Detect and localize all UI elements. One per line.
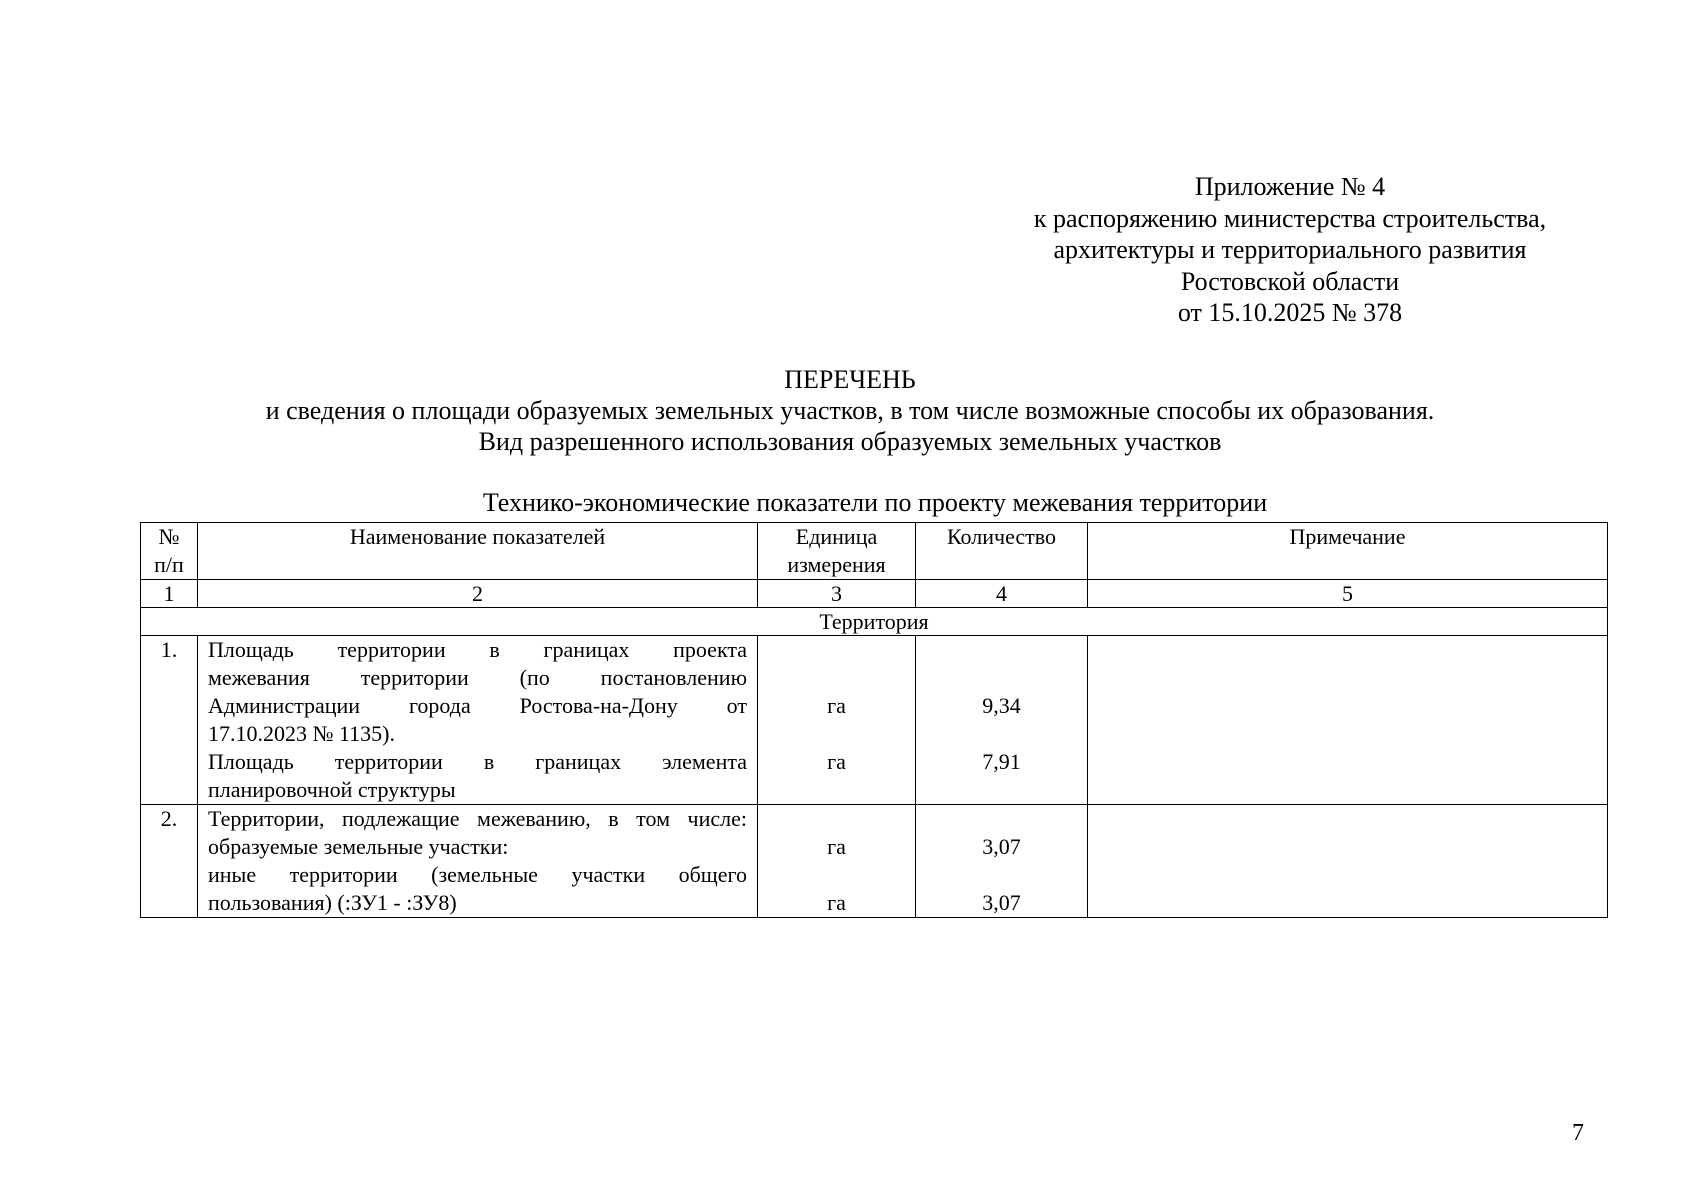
unit-value: га [827,890,846,915]
row-name-line: 17.10.2023 № 1135). [208,721,395,746]
row-name-line: Площадь территории в границах элемента [208,749,747,774]
row-name-line: пользования) (:ЗУ1 - :ЗУ8) [208,890,457,915]
header-qty: Количество [916,523,1088,580]
row-unit [758,805,916,918]
header-note: Примечание [1088,523,1608,580]
row-name-line: образуемые земельные участки: [208,834,509,859]
header-name: Наименование показателей [198,523,758,580]
header-unit: Единица измерения [758,523,916,580]
unit-value: га [827,693,846,718]
row-note [1088,636,1608,805]
appendix-line: архитектуры и территориального развития [1053,235,1527,264]
header-num: № п/п [141,523,198,580]
column-index: 2 [198,580,758,608]
unit-value: га [827,749,846,774]
qty-value: 7,91 [982,749,1021,774]
row-name-line: планировочной структуры [208,777,456,802]
column-index-row [141,580,1608,608]
column-index: 1 [141,580,198,608]
row-number: 1. [141,636,198,805]
column-index: 3 [758,580,916,608]
appendix-line: к распоряжению министерства строительства, [1033,203,1547,233]
row-name-line: Территории, подлежащие межеванию, в том числе: [208,806,747,831]
page-number: 7 [1572,1120,1584,1146]
document-heading [140,364,1560,457]
row-name-line: Администрации города Ростова-на-Дону от [208,693,747,718]
table-row [141,805,1608,918]
row-unit [758,636,916,805]
appendix-line: Ростовской области [1180,266,1400,296]
column-index: 4 [916,580,1088,608]
appendix-title: Приложение № 4 [1194,172,1386,201]
table-row [141,636,1608,805]
unit-value: га [827,834,846,859]
section-row [141,608,1608,636]
row-name-line: иные территории (земельные участки общего [208,862,747,887]
table-header-row [141,523,1608,580]
row-note [1088,805,1608,918]
qty-value: 9,34 [982,693,1021,718]
row-qty [916,636,1088,805]
row-number: 2. [141,805,198,918]
document-subtitle: и сведения о площади образуемых земельных участков, в том числе возможные способы их образования. [265,396,1435,425]
row-name-line: Площадь территории в границах проекта [208,637,747,662]
qty-value: 3,07 [982,890,1021,915]
row-name [198,636,758,805]
appendix-block [1000,171,1580,329]
indicators-table [140,522,1608,918]
table-caption: Технико-экономические показатели по проекту межевания территории [482,488,1268,517]
appendix-date: от 15.10.2025 № 378 [1177,298,1403,327]
column-index: 5 [1088,580,1608,608]
row-name [198,805,758,918]
document-title: ПЕРЕЧЕНЬ [784,365,916,394]
row-name-line: межевания территории (по постановлению [208,665,747,690]
section-label: Территория [141,608,1608,636]
row-qty [916,805,1088,918]
qty-value: 3,07 [982,834,1021,859]
document-subtitle: Вид разрешенного использования образуемых земельных участков [478,427,1222,456]
